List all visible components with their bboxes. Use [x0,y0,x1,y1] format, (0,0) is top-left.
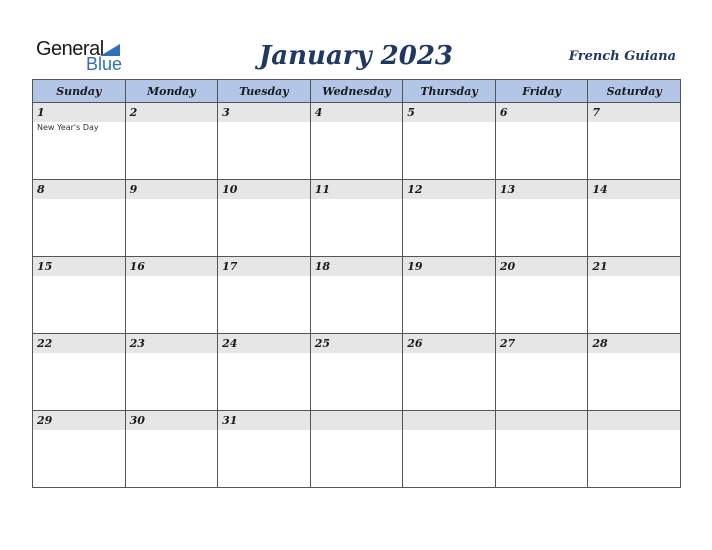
day-number: 2 [126,103,218,122]
weekday-header: Friday [495,80,588,103]
day-cell [310,257,403,334]
day-cell [495,103,588,180]
day-number [403,411,495,430]
day-number: 3 [218,103,310,122]
day-cell [403,103,496,180]
day-cell [125,411,218,488]
day-number: 6 [496,103,588,122]
day-number: 23 [126,334,218,353]
week-row [33,334,681,411]
day-cell [588,180,681,257]
holiday-label: New Year's Day [37,123,99,132]
day-number: 9 [126,180,218,199]
day-number: 20 [496,257,588,276]
day-number: 15 [33,257,125,276]
day-cell [218,411,311,488]
day-cell [495,411,588,488]
day-number: 7 [588,103,680,122]
day-number: 17 [218,257,310,276]
day-cell [403,180,496,257]
day-cell [218,257,311,334]
day-number [496,411,588,430]
weekday-header: Thursday [403,80,496,103]
day-cell [310,180,403,257]
region-label: French Guiana [568,49,676,64]
day-cell [33,334,126,411]
day-cell [218,334,311,411]
day-number: 4 [311,103,403,122]
day-number: 22 [33,334,125,353]
day-number: 21 [588,257,680,276]
day-cell [588,257,681,334]
weekday-header: Wednesday [310,80,403,103]
day-cell [495,334,588,411]
day-number: 26 [403,334,495,353]
day-number [311,411,403,430]
weekday-header: Saturday [588,80,681,103]
day-cell [33,180,126,257]
day-number: 13 [496,180,588,199]
day-number: 14 [588,180,680,199]
day-cell [125,257,218,334]
day-number: 12 [403,180,495,199]
weekday-header: Sunday [33,80,126,103]
logo-general-text: General [36,38,104,60]
day-cell [218,103,311,180]
day-number: 8 [33,180,125,199]
day-number: 31 [218,411,310,430]
day-cell [495,257,588,334]
day-number: 30 [126,411,218,430]
week-row [33,411,681,488]
day-cell [33,103,126,180]
day-number: 28 [588,334,680,353]
day-number: 25 [311,334,403,353]
day-cell [33,411,126,488]
day-cell [218,180,311,257]
day-cell [125,180,218,257]
day-cell [310,411,403,488]
weekday-header: Tuesday [218,80,311,103]
weekday-header: Monday [125,80,218,103]
weekday-header-row [33,80,681,103]
day-cell [125,103,218,180]
day-number: 19 [403,257,495,276]
day-number: 24 [218,334,310,353]
calendar-title: January 2023 [258,41,454,71]
day-number: 27 [496,334,588,353]
day-cell [588,334,681,411]
week-row [33,180,681,257]
day-cell [495,180,588,257]
day-number: 5 [403,103,495,122]
day-cell [33,257,126,334]
day-cell [403,257,496,334]
day-number: 18 [311,257,403,276]
week-row [33,257,681,334]
day-number: 1 [33,103,125,122]
day-cell [403,411,496,488]
month-calendar [32,79,681,488]
week-row [33,103,681,180]
logo-blue-text: Blue [86,54,123,74]
day-cell [310,334,403,411]
day-number: 10 [218,180,310,199]
day-cell [403,334,496,411]
day-number: 29 [33,411,125,430]
day-number: 16 [126,257,218,276]
day-cell [588,103,681,180]
day-cell [125,334,218,411]
day-number: 11 [311,180,403,199]
day-cell [310,103,403,180]
day-number [588,411,680,430]
day-cell [588,411,681,488]
